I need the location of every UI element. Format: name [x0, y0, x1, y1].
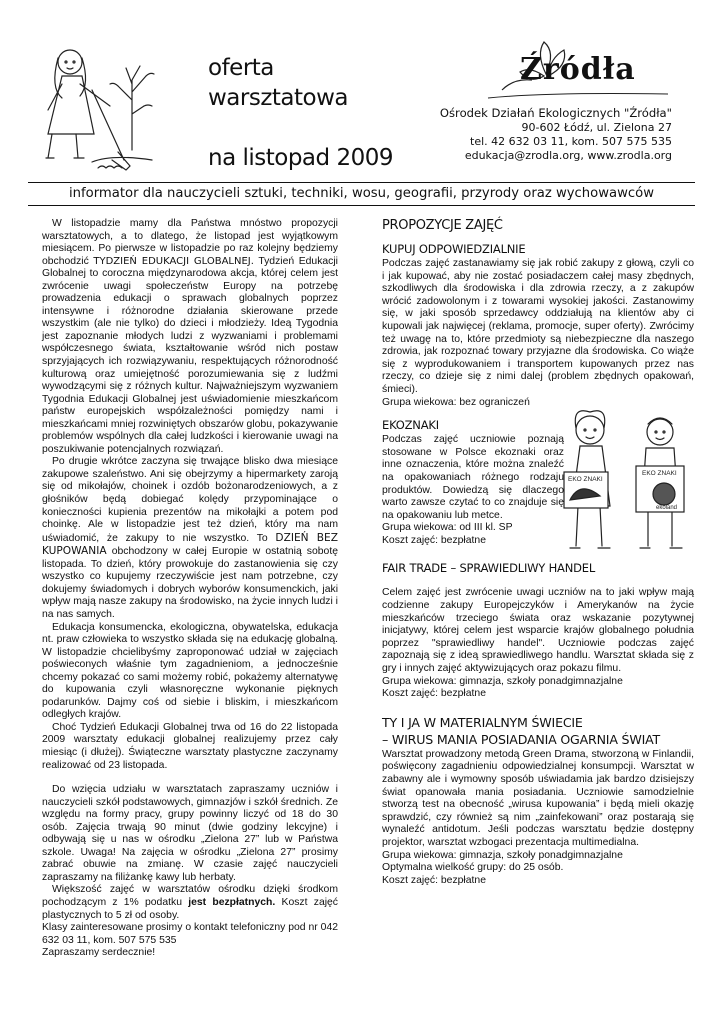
workshop-kupuj	[382, 242, 694, 409]
contact-paragraph: Klasy zainteresowane prosimy o kontakt telefoniczny pod nr 042 632 03 11, kom. 507 575 535	[42, 922, 338, 946]
sign-1-label: EKO ZNAKI	[568, 476, 603, 483]
girl-planting-tree-illustration	[32, 40, 160, 180]
intro-paragraph: Edukacja konsumencka, ekologiczna, obywatelska, edukacja nt. praw człowieka to wszystko składa się na edukację globalną. W listopadzie chcielibyśmy zaproponować udział w zajęciach poświeconych właśnie tym zagadnieniom, a jednocześnie chcemy pokazać co sami możemy robić, pokażemy alternatywę do kupowania czyli własnoręczne wykonanie pięknych podarunków. Dajmy coś od siebie i bliskim, i mieszkańcom odległych krajów.	[42, 621, 338, 721]
section-text: Podczas zajęć zastanawiamy się jak robić zakupy z głową, czyli co i jak kupować, aby nie zostać posiadaczem całej masy zbędnych, szkodliwych dla środowiska i dla zdrowia rzeczy, a z zakupów wrócić zadowolonym i z towarami wysokiej jakości. Zastanowimy się, w jaki sposób sprzedawcy oddziałują na klientów aby ci kupowali jak najwięcej (reklama, promocje, super oferty). Zwrócimy też uwagę na to, które przedmioty są niebezpieczne dla naszego zdrowia, jak rozpoznać towary przyjazne dla środowiska. Co wiąże się z wyprodukowaniem i transportem kupowanych przez nas rzeczy, co dzieje się z nimi dalej (problem zbędnych opakowań, śmieci).	[382, 258, 694, 395]
age-group: Grupa wiekowa: od III kl. SP	[382, 522, 513, 534]
text: Koszt zajęć plastycznych to 5 zł od osoby.	[42, 896, 339, 921]
workshop-fair-trade	[382, 561, 694, 700]
cost: Koszt zajęć: bezpłatne	[382, 874, 486, 886]
intro-column	[42, 218, 338, 960]
age-group: Grupa wiekowa: gimnazja, szkoły ponadgimnazjalne	[382, 675, 623, 687]
offer-title: oferta	[208, 55, 274, 81]
text: Po drugie wkrótce zaczyna się trwające blisko dwa miesiące zakupowe szaleństwo. Ani się obejrzymy a hipermarkety zaroją się od mikołajów, choinek i ozdób bożonarodzeniowych, a z głośników będą dobiegać kolędy przypominające o konieczności kupienia prezentów na mikołajki a potem pod choinkę. Ale w listopadzie jest też dzień, który ma nam uświadomić, że zakupy to nie wszystko. To	[42, 456, 338, 544]
section-title: KUPUJ ODPOWIEDZIALNIE	[382, 242, 526, 256]
intro-paragraph: Do wzięcia udziału w warsztatach zapraszamy uczniów i nauczycieli szkół podstawowych, gimnazjów i szkół średnich. Ze względu na formy pracy, grupy powinny liczyć od 18 do 30 osób. Zajęcia trwają 90 minut (dwie godziny lekcyjne) i odbywają się u nas w ośrodku „Zielona 27” lub w Państwa szkole. Uwaga! Na zajęcia w ośrodku „Zielona 27” prosimy zabrać obuwie na zmianę. W czasie zajęć nauczycieli zapraszamy na filiżankę kawy lub herbaty.	[42, 784, 338, 883]
org-name: Ośrodek Działań Ekologicznych "Źródła"	[439, 106, 672, 120]
workshop-ty-i-ja	[382, 715, 694, 888]
section-text: Podczas zajęć uczniowie poznają stosowane w Polsce ekoznaki oraz inne oznaczenia, które można znaleźć na opakowaniach różnego rodzaju produktów. Dowiedzą się dlaczego warto zawsze czytać to co znajduje się na opakowaniu lub metce.	[382, 434, 564, 521]
section-title: EKOZNAKI	[382, 418, 439, 433]
logo-text: Źródła	[520, 52, 636, 87]
text: W listopadzie mamy dla Państwa mnóstwo propozycji warsztatowych, a to dlatego, że listopad jest wyjątkowym miesiącem. Po pierwsze w listopadzie po raz kolejny będziemy obchodzić	[42, 218, 338, 267]
workshops-heading: PROPOZYCJE ZAJĘĆ	[382, 218, 503, 233]
divider-bottom	[28, 205, 695, 206]
bold-free: jest bezpłatnych.	[188, 896, 276, 908]
section-subtitle: – WIRUS MANIA POSIADANIA OGARNIA ŚWIAT	[382, 731, 661, 747]
divider-top	[28, 182, 695, 183]
intro-paragraph	[42, 456, 338, 621]
intro-paragraph: Choć Tydzień Edukacji Globalnej trwa od 16 do 22 listopada 2009 warsztaty edukacji globalnej realizujemy przez cały miesiąc (i dłużej). Świąteczne warsztaty plastyczne zaczynamy realizować od 23 listopada.	[42, 721, 338, 771]
offer-date: na listopad 2009	[208, 145, 393, 171]
workshop-ekoznaki	[382, 418, 564, 547]
text: Większość zajęć w warsztatów ośrodku dzięki środkom pochodzącym z 1% podatku	[42, 884, 338, 908]
highlight-tydzien: TYDZIEŃ EDUKACJI GLOBALNEJ.	[93, 255, 254, 267]
org-web: edukacja@zrodla.org, www.zrodla.org	[464, 149, 672, 162]
age-group: Grupa wiekowa: bez ograniczeń	[382, 396, 530, 408]
group-size: Optymalna wielkość grupy: do 25 osób.	[382, 862, 564, 874]
intro-paragraph	[42, 884, 338, 922]
closing-line: Zapraszamy serdecznie!	[42, 947, 156, 959]
age-group: Grupa wiekowa: gimnazja, szkoły ponadgimnazjalne	[382, 849, 623, 861]
org-phone: tel. 42 632 03 11, kom. 507 575 535	[470, 135, 672, 148]
cost: Koszt zajęć: bezpłatne	[382, 688, 486, 700]
section-text: Celem zajęć jest zwrócenie uwagi uczniów na to jaki wpływ mają codzienne zakupy Europejczyków i Amerykanów na życie mieszkańców trzeciego świata oraz wskazanie pozytywnej inicjatywy, której celem jest wsparcie krajów globalnego południa poprzez "sprawiedliwy handel". Uczniowie podczas zajęć zapoznają się z ideą sprawiedliwego handlu. Warsztat składa się z gry i innych zajęć aktywizujących oraz pokazu filmu.	[382, 587, 694, 675]
subtitle: informator dla nauczycieli sztuki, techniki, wosu, geografii, przyrody oraz wychowawców	[69, 186, 654, 201]
offer-title-2: warsztatowa	[208, 85, 349, 111]
intro-paragraph	[42, 218, 338, 456]
text: obchodzony w całej Europie w ostatnią sobotę listopada. To dzień, który prowokuje do zastanowienia się czy wszystko co kupujemy rzeczywiście jest nam potrzebne, czy dokujemy świadomych i dobrych wyborów konsumenckich, jaki wpływ mają nasze zakupy na środowisko, na życie innych ludzi i na nas samych.	[42, 546, 339, 620]
sign-2-label: EKO ZNAKI	[642, 470, 677, 477]
section-text: Warsztat prowadzony metodą Green Drama, stworzoną w Finlandii, poświęcony zagadnieniu odpowiedzialnej konsumpcji. Warsztat w zabawny ale i wymowny sposób uświadamia jak bardzo dzisiejszy świat opanowała mania posiadania. Uczniowie samodzielnie stworzą test na obecność „wirusa kupowania” i będą mieli okazję sprawdzić, czy również są nim „zainfekowani” oraz postarają się wynaleźć antidotum. Jeśli podczas warsztatu będzie dostępny projektor, warsztat wzbogaci prezentacja multimedialna.	[382, 748, 694, 848]
sign-2-sub: ekoland	[656, 505, 678, 511]
cost: Koszt zajęć: bezpłatne	[382, 534, 486, 546]
children-with-eco-signs-illustration	[560, 402, 695, 567]
highlight-dzien-bez-kupowania: DZIEŃ BEZ KUPOWANIA	[42, 531, 338, 558]
section-title: TY I JA W MATERIALNYM ŚWIECIE	[382, 714, 583, 730]
text: Tydzień Edukacji Globalnej to coroczna międzynarodowa akcja, której celem jest zwrócenie uwagi społeczeństw Europy na potrzebę prowadzenia edukacji o sprawach globalnych poprzez intensywne i różnorodne działania skierowane przede wszystkim (ale nie tylko) do dzieci i młodzieży. Ideą Tygodnia jest zapoznanie młodych ludzi z wyzwaniami i problemami współczesnego świata, kształtowanie wśród nich postaw sprzyjających ich rozwiązywaniu, respektujących różnorodność kulturową oraz umiejętność porozumiewania się z ludźmi wywodzącymi się z różnych kultur. Najważniejszym wyzwaniem Tygodnia Edukacji Globalnej jest uświadomienie mieszkańcom państw europejskich współzależności pomiędzy nami i mieszkańcami mniej rozwiniętych obszarów globu, pokazywanie problemów wspólnych dla całej ludzkości i kierowanie uwagi na poszukiwanie potencjalnych rozwiązań.	[42, 255, 338, 455]
org-address: 90-602 Łódź, ul. Zielona 27	[521, 121, 672, 134]
section-title: FAIR TRADE – SPRAWIEDLIWY HANDEL	[382, 561, 596, 576]
